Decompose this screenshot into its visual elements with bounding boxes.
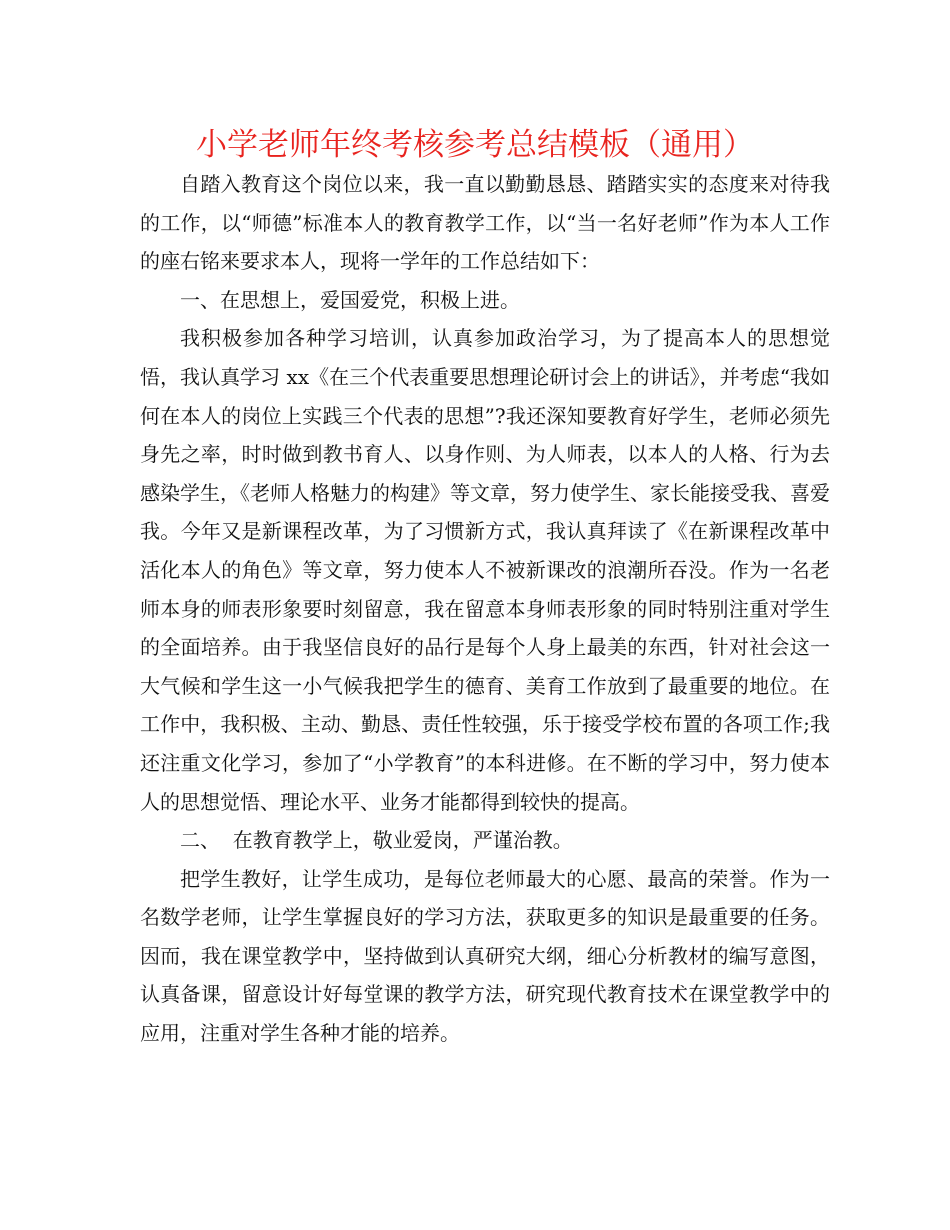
paragraph-ideology: 我积极参加各种学习培训，认真参加政治学习，为了提高本人的思想觉悟，我认真学习 xx《在三个代表重要思想理论研讨会上的讲话》，并考虑“我如何在本人的岗位上实践三个代表的思想”?我还深知要教育好学生，老师必须先身先之率，时时做到教书育人、以身作则、为人师表，以本人的人格、行为去感染学生，《老师人格魅力的构建》等文章，努力使学生、家长能接受我、喜爱我。今年又是新课程改革，为了习惯新方式，我认真拜读了《在新课程改革中活化本人的角色》等文章，努力使本人不被新课改的浪潮所吞没。作为一名老师本身的师表形象要时刻留意，我在留意本身师表形象的同时特别注重对学生的全面培养。由于我坚信良好的品行是每个人身上最美的东西，针对社会这一大气候和学生这一小气候我把学生的德育、美育工作放到了最重要的地位。在工作中，我积极、主动、勤恳、责任性较强，乐于接受学校布置的各项工作;我还注重文化学习，参加了“小学教育”的本科进修。在不断的学习中，努力使本人的思想觉悟、理论水平、业务才能都得到较快的提高。 [140, 326, 830, 814]
section-heading-2: 二、 在教育教学上，敬业爱岗，严谨治教。 [180, 828, 573, 853]
paragraph-teaching: 把学生教好，让学生成功，是每位老师最大的心愿、最高的荣誉。作为一名数学老师，让学生掌握良好的学习方法，获取更多的知识是最重要的任务。因而，我在课堂教学中，坚持做到认真研究大纲，细心分析教材的编写意图，认真备课，留意设计好每堂课的教学方法，研究现代教育技术在课堂教学中的应用，注重对学生各种才能的培养。 [140, 866, 830, 1046]
section-heading-1: 一、在思想上，爱国爱党，积极上进。 [180, 287, 520, 312]
document-title: 小学老师年终考核参考总结模板（通用） [196, 127, 754, 163]
paragraph-intro: 自踏入教育这个岗位以来，我一直以勤勤恳恳、踏踏实实的态度来对待我的工作，以“师德”标准本人的教育教学工作，以“当一名好老师”作为本人工作的座右铭来要求本人，现将一学年的工作总结如下： [140, 172, 830, 274]
document-body [140, 165, 830, 1053]
